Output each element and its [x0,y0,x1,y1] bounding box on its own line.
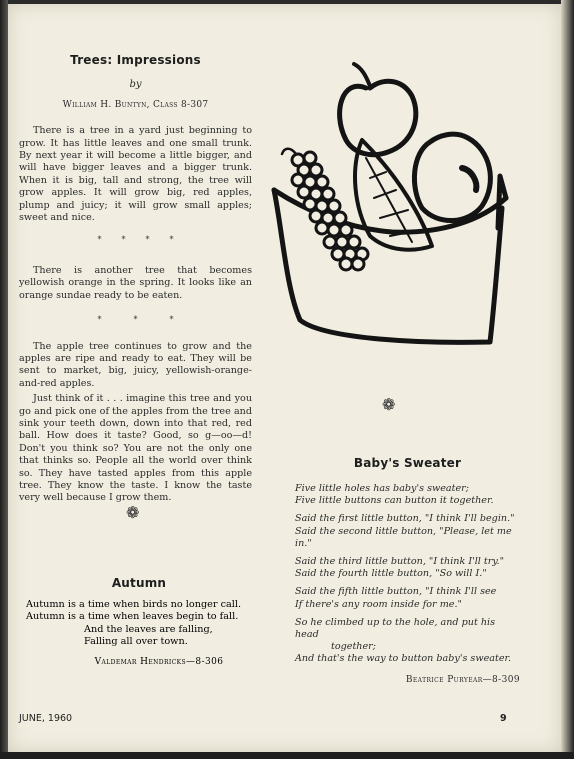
star: * [97,315,102,325]
section-break-stars-2 [19,314,252,326]
trees-author: William H. Buntyn, Class 8-307 [62,99,209,110]
star: * [133,315,138,325]
sweater-line: So he climbed up to the hole, and put his head [295,616,496,641]
sweater-line: together; [331,641,376,653]
sweater-line: Five little buttons can button it together. [295,495,494,507]
sweater-line: Said the third little button, "I think I'll try." [295,556,504,568]
autumn-line: Autumn is a time when birds no longer call. [26,599,242,610]
sweater-title: Baby's Sweater [353,456,462,470]
flower-ornament-icon: ❁ [126,503,140,522]
autumn-line: And the leaves are falling, [84,623,213,635]
autumn-credit: Valdemar Hendricks—8-306 [94,656,224,667]
trees-paragraph-4: Just think of it . . . imagine this tree and you go and pick one of the apples from the tree and sink your teeth down, down into that red, red ball. How does it taste? Good, so g—oo—d! Don't you think so? You are not the only one that thinks so. People all the world over think so. They have tasted apples from this apple tree. They know the taste. I know the taste very well because I grow them. [19,393,252,504]
trees-paragraph-3: The apple tree continues to grow and the apples are ripe and ready to eat. They will be sent to market, big, juicy, yellowish-orange-and-red apples. [19,340,252,389]
page-bottom-edge [0,752,574,759]
autumn-line: Falling all over town. [84,636,188,648]
babys-sweater-poem [295,456,520,685]
trees-title: Trees: Impressions [70,53,201,67]
star: * [169,315,174,325]
sweater-line: Said the first little button, "I think I'll begin." [295,513,515,525]
section-break-stars-1 [19,234,252,246]
trees-article [19,54,252,505]
sweater-line: And that's the way to button baby's sweater. [295,653,512,665]
star: * [145,235,150,245]
page-number: 9 [500,713,507,724]
star: * [169,235,174,245]
issue-date: JUNE, 1960 [19,713,73,724]
star: * [121,235,126,245]
flower-ornament-icon: ❁ [382,395,396,414]
book-spine [0,0,8,759]
trees-paragraph-1: There is a tree in a yard just beginning to grow. It has little leaves and one small trunk. By next year it will become a little bigger, and will have bigger leaves and a bigger trunk. When it is big, tall and strong, the tree will grow apples. It will grow big, red apples, plump and juicy; it will grow small apples; sweet and nice. [19,125,252,224]
autumn-poem [26,576,252,667]
trees-paragraph-2: There is another tree that becomes yellowish orange in the spring. It looks like an orange sundae ready to be eaten. [19,264,252,301]
sweater-line: Five little holes has baby's sweater; [295,483,469,494]
autumn-line: Autumn is a time when leaves begin to fall. [26,611,239,623]
byline-by: by [129,79,142,91]
autumn-title: Autumn [111,576,167,590]
sweater-line: If there's any room inside for me." [295,598,462,610]
star: * [97,235,102,245]
sweater-line: Said the fifth little button, "I think I'll see [295,586,497,598]
sweater-credit: Beatrice Puryear—8-309 [405,674,520,685]
fruit-basket-illustration [262,58,520,358]
page-edge [561,0,574,759]
sweater-line: Said the second little button, "Please, let me in." [295,525,512,549]
sweater-line: Said the fourth little button, "So will I." [295,568,487,580]
